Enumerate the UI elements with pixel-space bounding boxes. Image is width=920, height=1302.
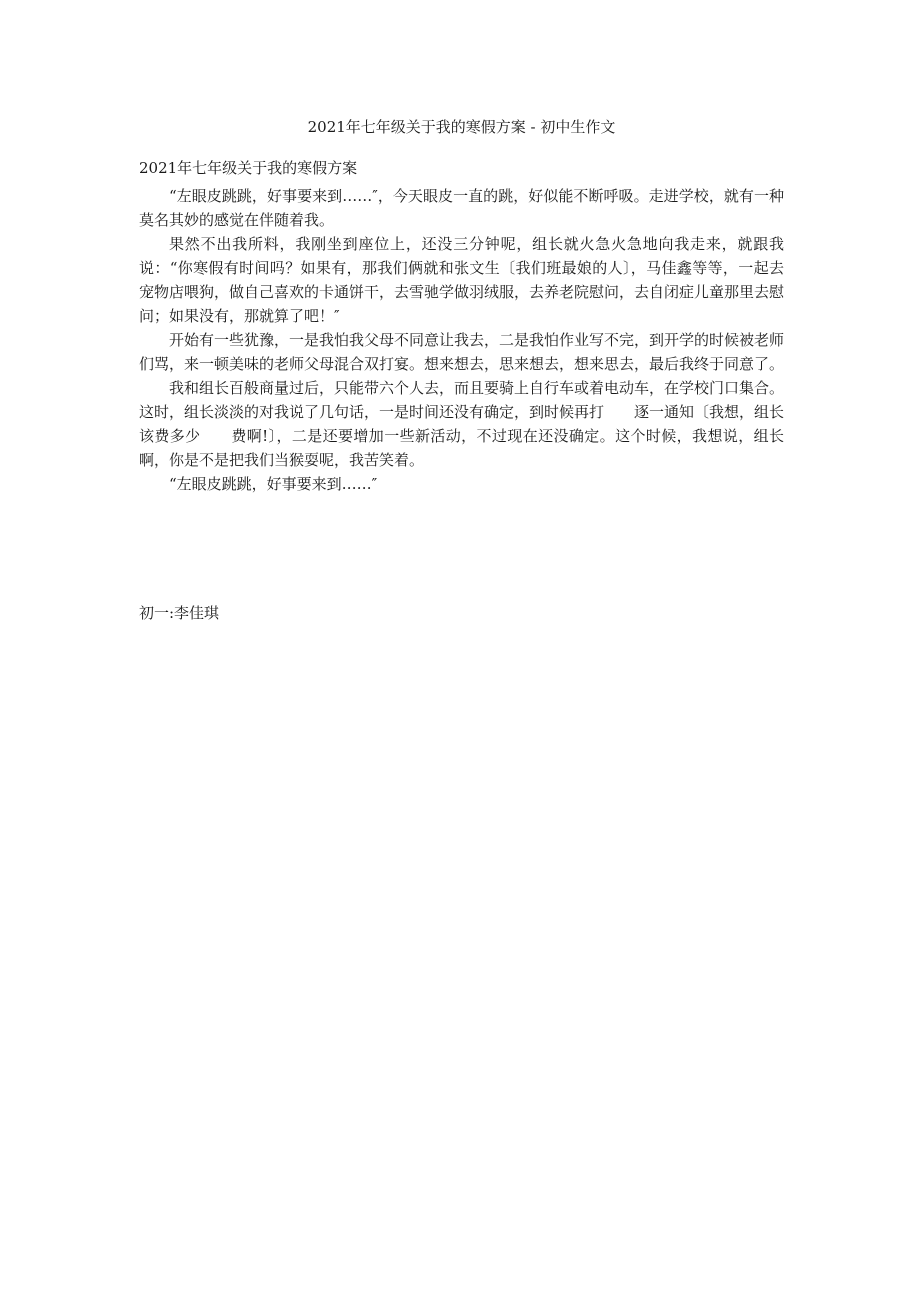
paragraph-3: 开始有一些犹豫，一是我怕我父母不同意让我去，二是我怕作业写不完，到开学的时候被老师们骂，来一顿美味的老师父母混合双打宴。想来想去，思来想去，想来思去，最后我终于同意了。 bbox=[139, 331, 785, 373]
paragraph-5: “左眼皮跳跳，好事要来到……″ bbox=[169, 475, 378, 493]
essay-body bbox=[139, 184, 784, 496]
author-signature: 初一:李佳琪 bbox=[139, 604, 220, 622]
paragraph-2: 果然不出我所料，我刚坐到座位上，还没三分钟呢，组长就火急火急地向我走来，就跟我说：“你寒假有时间吗？如果有，那我们俩就和张文生〔我们班最娘的人〕，马佳鑫等等，一起去宠物店喂狗，做自己喜欢的卡通饼干，去雪驰学做羽绒服，去养老院慰问，去自闭症儿童那里去慰问；如果没有，那就算了吧！″ bbox=[139, 235, 785, 325]
essay-subtitle: 2021年七年级关于我的寒假方案 bbox=[139, 159, 358, 177]
document-title: 2021年七年级关于我的寒假方案 - 初中生作文 bbox=[307, 118, 616, 136]
paragraph-4: 我和组长百般商量过后，只能带六个人去，而且要骑上自行车或着电动车，在学校门口集合。这时，组长淡淡的对我说了几句话，一是时间还没有确定，到时候再打 逐一通知〔我想，组长该费多少 费啊!〕，二是还要增加一些新活动，不过现在还没确定。这个时候，我想说，组长啊，你是不是把我们当猴耍呢，我苦笑着。 bbox=[139, 379, 785, 469]
paragraph-1: “左眼皮跳跳，好事要来到……″，今天眼皮一直的跳，好似能不断呼吸。走进学校，就有一种莫名其妙的感觉在伴随着我。 bbox=[139, 187, 784, 229]
